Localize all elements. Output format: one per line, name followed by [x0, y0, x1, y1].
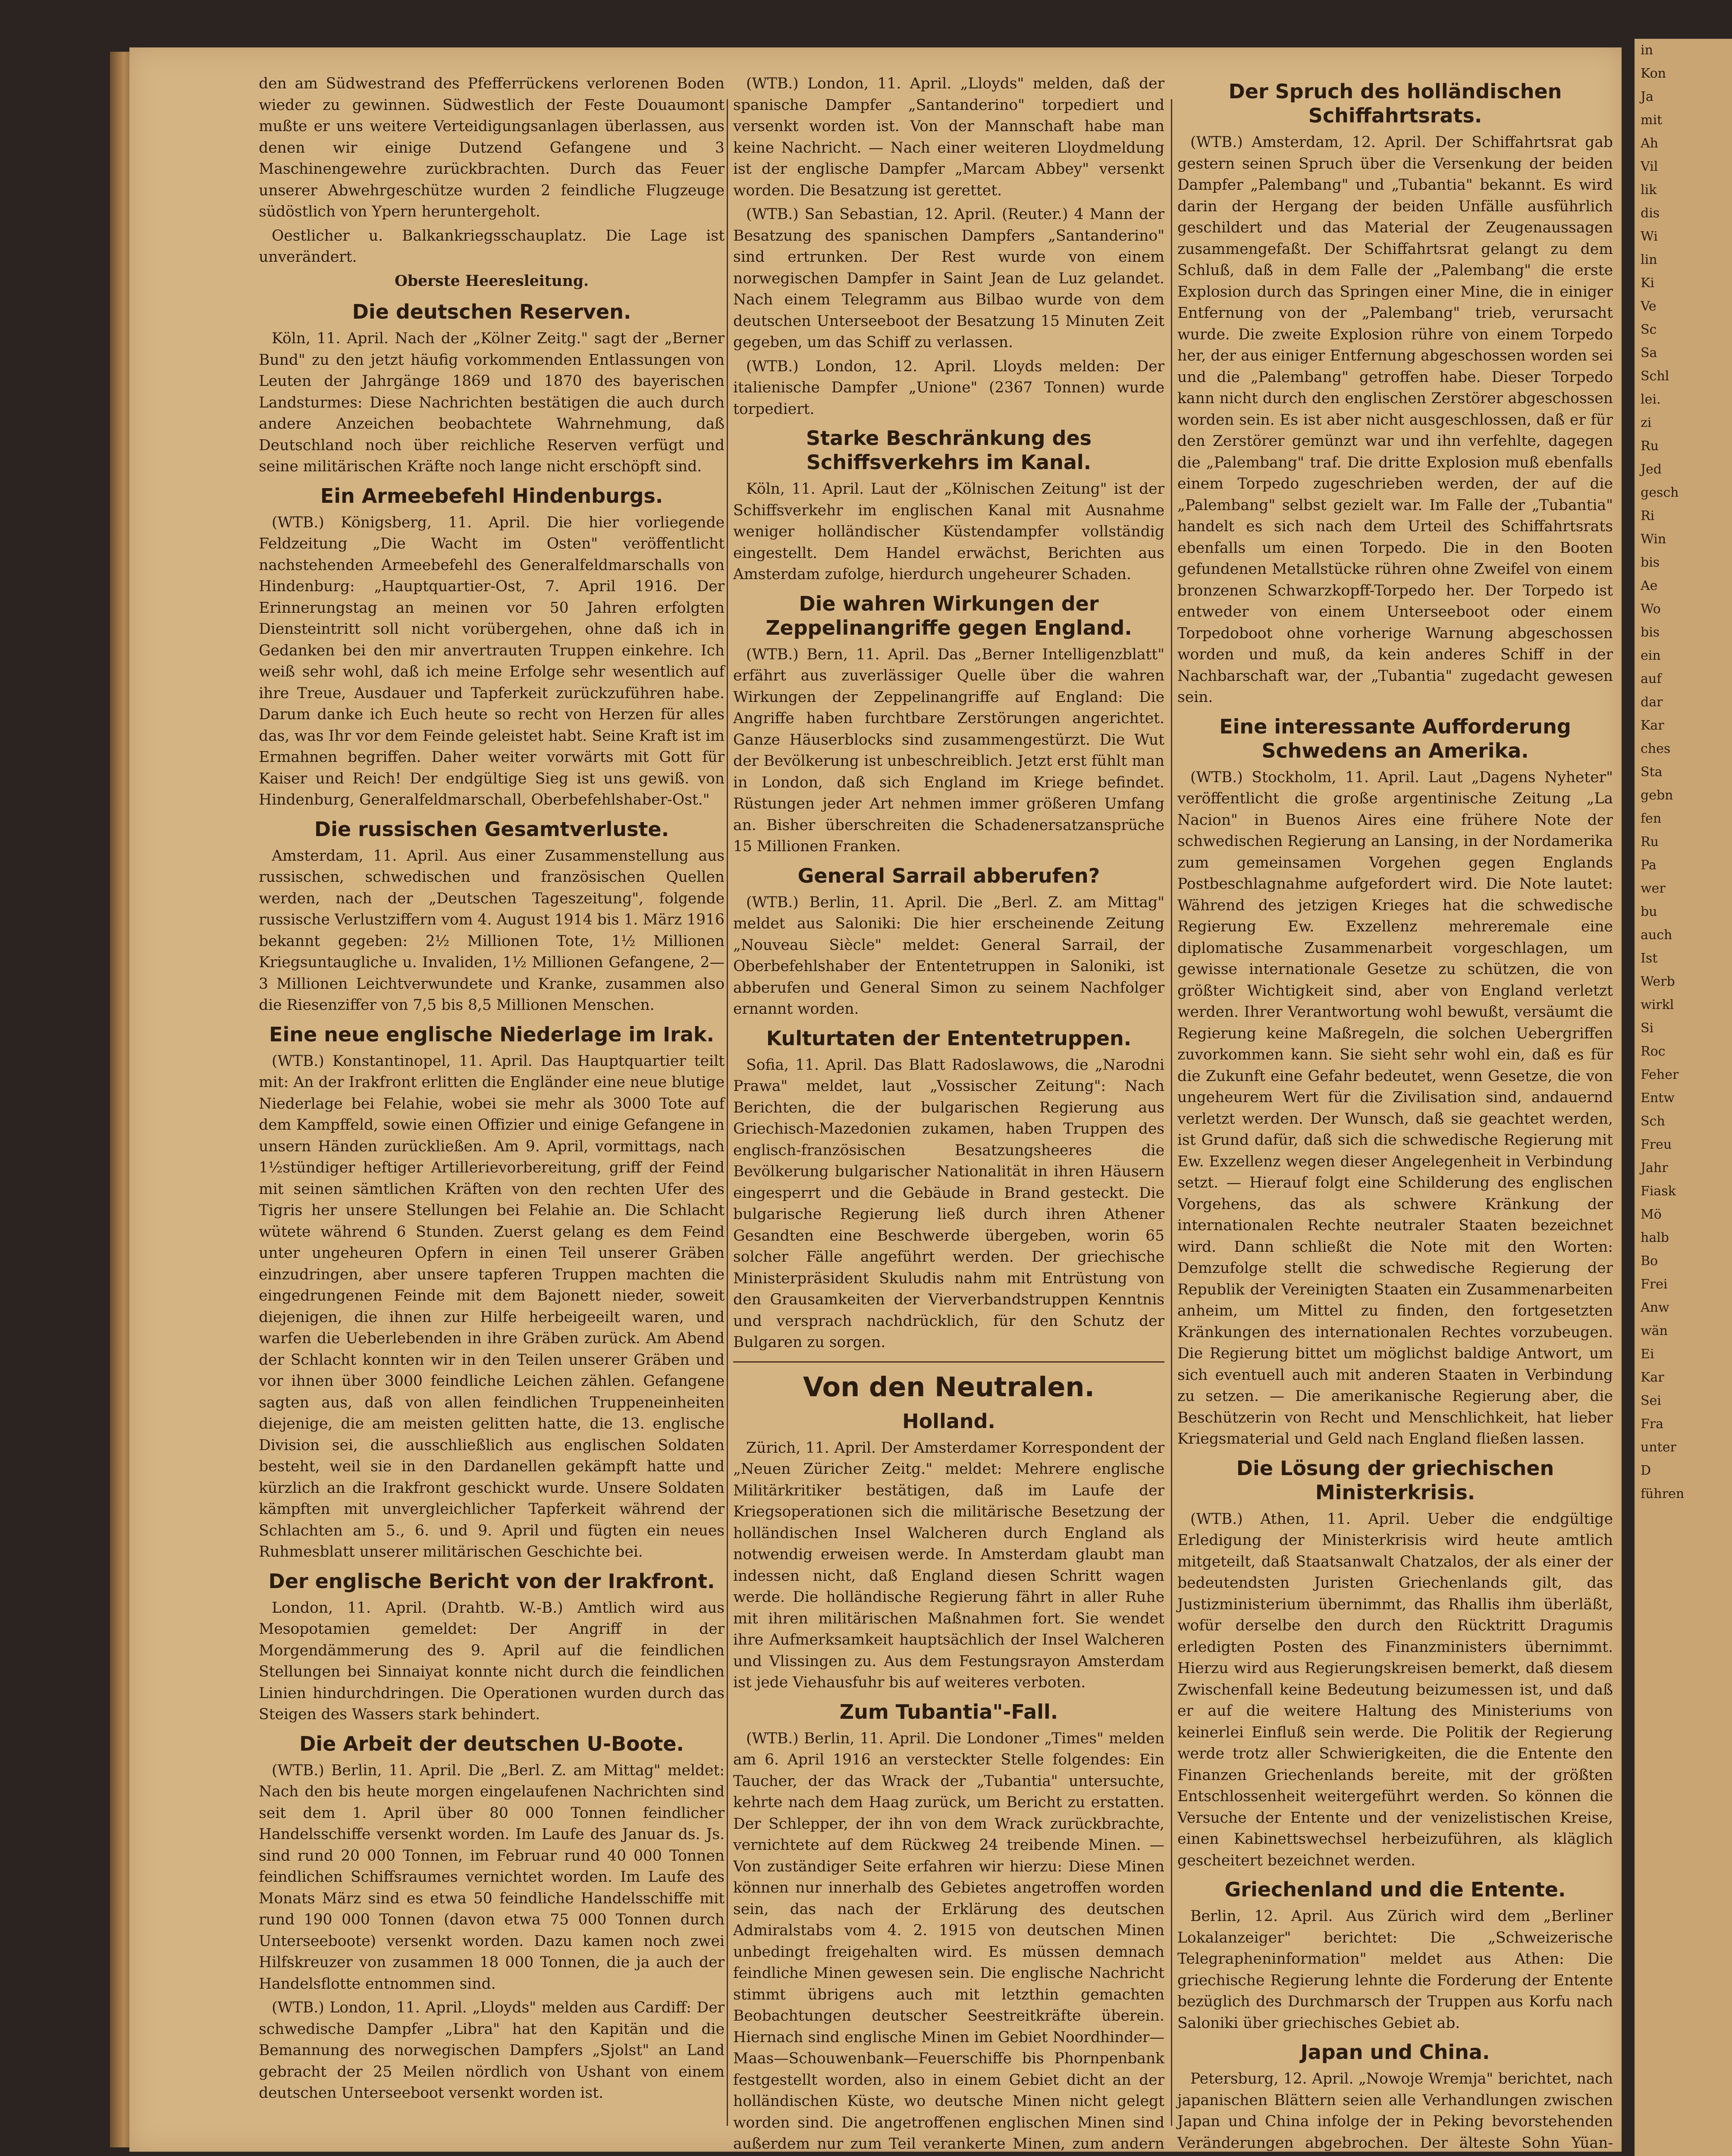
article-paragraph: (WTB.) London, 11. April. „Lloyds" melden, daß der spanische Dampfer „Santanderino" torpediert und versenkt worden ist. Von der Mannschaft habe man keine Nachricht. — Nach einer weiteren Lloydmeldung ist der englische Dampfer „Marcam Abbey" versenkt worden. Die Besatzung ist gerettet. — [733, 75, 1164, 199]
page-fragment-word: dar — [1641, 695, 1663, 710]
article-paragraph: (WTB.) Athen, 11. April. Ueber die endgültige Erledigung der Ministerkrisis wird heute amtlich mitgeteilt, daß Staatsanwalt Chatzalos, der als einer der bedeutendsten Juristen Griechenlands gilt, das Justizministerium übernimmt, das Rhallis ihm überläßt, wofür derselbe den durch den Rücktritt Dragumis erledigten Posten des Finanzministers übernimmt. Hierzu wird aus Regierungskreisen bemerkt, daß diesem Zwischenfall keine Bedeutung beizumessen ist, und daß er auf die weitere Haltung des Ministeriums von keinerlei Einfluß sein werde. Die Politik der Regierung werde trotz aller Schwierigkeiten, die die Entente den Finanzen Griechenlands bereite, mit der größten Entschlossenheit weitergeführt werden. So können die Versuche der Entente und der venizelistischen Kreise, einen Kabinettswechsel herbeizuführen, als kläglich gescheitert bezeichnet werden. — [1177, 1510, 1613, 1869]
article-paragraph: (WTB.) London, 11. April. „Lloyds" melden aus Cardiff: Der schwedische Dampfer „Libra" hat den Kapitän und die Bemannung des norwegischen Dampfers „Sjolst" an Land gebracht der 25 Meilen nördlich von Ushant von einem deutschen Unterseeboot versenkt worden ist. — [259, 1999, 725, 2102]
article-paragraph: Petersburg, 12. April. „Nowoje Wremja" berichtet, nach japanischen Blättern seien alle Verhandlungen zwischen Japan und China infolge der in Peking bevorstehenden Veränderungen abgebrochen. Der älteste Sohn Yüan- — [1177, 2070, 1613, 2152]
article-paragraph: Berlin, 12. April. Aus Zürich wird dem „Berliner Lokalanzeiger" berichtet: Die „Schweizerische Telegrapheninformation" meldet aus Athen: Die griechische Regierung lehnte die Forderung der Entente bezüglich des Durchmarsch der Truppen aus Korfu nach Saloniki über griechisches Gebiet ab. — [1177, 1908, 1613, 2032]
page-fragment-word: Kar — [1641, 1370, 1664, 1385]
signature: Oberste Heeresleitung. — [394, 272, 589, 290]
article-headline: Die wahren Wirkungen der Zeppelinangriffe gegen England. — [766, 592, 1132, 639]
page-fragment-word: Sch — [1641, 1114, 1665, 1129]
article-paragraph: den am Südwestrand des Pfefferrückens verlorenen Boden wieder zu gewinnen. Südwestlich der Feste Douaumont mußte er uns weitere Verteidigungsanlagen überlassen, aus denen wir einige Dutzend Gefangene und 3 Maschinengewehre zurückbrachten. Durch das Feuer unserer Abwehrgeschütze wurden 2 feindliche Flugzeuge südöstlich von Ypern heruntergeholt. — [259, 75, 725, 220]
article-paragraph: Amsterdam, 11. April. Aus einer Zusammenstellung aus russischen, schwedischen und französischen Quellen werden, nach der „Deutschen Tageszeitung", folgende russische Verlustziffern vom 4. August 1914 bis 1. März 1916 bekannt gegeben: 2½ Millionen Tote, 1½ Millionen Kriegsuntaugliche u. Invaliden, 1½ Millionen Gefangene, 2—3 Millionen Leichtverwundete und Kranke, zusammen also die Riesenziffer von 7,5 bis 8,5 Millionen Menschen. — [259, 847, 725, 1014]
page-fragment-word: Jahr — [1641, 1160, 1668, 1175]
page-fragment-word: lei. — [1641, 392, 1661, 407]
article-headline: Die deutschen Reserven. — [352, 300, 631, 323]
article-headline: Zum Tubantia"-Fall. — [839, 1700, 1058, 1724]
page-fragment-word: unter — [1641, 1440, 1676, 1455]
article-headline: Der englische Bericht von der Irakfront. — [268, 1569, 715, 1593]
page-fragment-word: gebn — [1641, 788, 1673, 803]
column-rule — [727, 99, 728, 2126]
page-fragment-word: Sc — [1641, 322, 1657, 337]
page-fragment-word: zi — [1641, 415, 1652, 430]
page-fragment-word: wirkl — [1641, 997, 1674, 1012]
column-2 — [733, 73, 1164, 2156]
newspaper-page — [129, 47, 1622, 2152]
page-fragment-word: Sa — [1641, 345, 1657, 360]
page-fragment-word: Sei — [1641, 1393, 1661, 1408]
page-fragment-word: wän — [1641, 1323, 1668, 1338]
article-headline: Starke Beschränkung des Schiffsverkehrs im Kanal. — [806, 426, 1092, 474]
page-fragment-word: Fra — [1641, 1416, 1664, 1432]
article-headline: Kulturtaten der Ententetruppen. — [766, 1026, 1132, 1050]
article-paragraph: (WTB.) Bern, 11. April. Das „Berner Intelligenzblatt" erfährt aus zuverlässiger Quelle über die wahren Wirkungen der Zeppelinangriffe auf England: Die Angriffe haben furchtbare Zerstörungen angerichtet. Ganze Häuserblocks sind zusammengestürzt. Die Wut der Bevölkerung ist unbeschreiblich. Jetzt erst fühlt man in London, daß sich England im Kriege befindet. Rüstungen jeder Art nehmen immer größeren Umfang an. Bisher überschreiten die Schadenersatzansprüche 15 Millionen Franken. — [733, 646, 1164, 855]
page-fragment-word: Pa — [1641, 858, 1657, 873]
page-fragment-word: Si — [1641, 1021, 1654, 1036]
page-fragment-word: Ae — [1641, 578, 1658, 593]
column-1 — [259, 73, 725, 2107]
page-fragment-word: Vil — [1641, 159, 1658, 174]
page-fragment-word: Anw — [1641, 1300, 1669, 1315]
page-fragment-word: ches — [1641, 741, 1671, 756]
page-fragment-word: Ki — [1641, 276, 1655, 291]
page-fragment-word: fen — [1641, 811, 1662, 826]
article-headline: Die Arbeit der deutschen U-Boote. — [299, 1732, 684, 1755]
section-headline: Von den Neutralen. — [803, 1371, 1095, 1403]
page-fragment-word: bis — [1641, 555, 1660, 570]
page-fragment-word: auf — [1641, 671, 1662, 686]
page-fragment-word: Werb — [1641, 974, 1675, 989]
article-paragraph: (WTB.) Amsterdam, 12. April. Der Schiffahrtsrat gab gestern seinen Spruch über die Versenkung der beiden Dampfer „Palembang" und „Tubantia" bekannt. Es wird darin der Hergang der beiden Unfälle ausführlich geschildert und das Material der Zeugenaussagen zusammengefaßt. Der Schiffahrtsrat gelangt zu dem Schluß, daß in dem Falle der „Palembang" die erste Explosion durch das Springen einer Mine, die in einiger Entfernung von der „Palembang" trieb, verursacht wurde. Die zweite Explosion rühre von einem Torpedo her, der aus einiger Entfernung abgeschossen worden sei und die „Palembang" getroffen habe. Dieser Torpedo kann nicht durch den englischen Zerstörer abgeschossen worden sein. Es ist aber nicht ausgeschlossen, daß er für den Zerstörer gemünzt war und ihn verfehlte, dagegen die „Palembang" traf. Die dritte Explosion muß ebenfalls einem Torpedo zugeschrieben werden, der auf die „Palembang" selbst gezielt war. Im Falle der „Tubantia" handelt es sich nach dem Urteil des Schiffahrtsrats ebenfalls um einen Torpedo. Die in den Booten gefundenen Metallstücke rühren ohne Zweifel von einem bronzenen Schwarzkopff-Torpedo her. Der Torpedo ist entweder von einem Unterseeboot oder einem Torpedoboot ohne vorherige Warnung abgeschossen worden und muß, da kein anderes Schiff in der Nachbarschaft war, der „Tubantia" zugedacht gewesen sein. — [1177, 134, 1613, 706]
article-paragraph: Köln, 11. April. Laut der „Kölnischen Zeitung" ist der Schiffsverkehr im englischen Kanal mit Ausnahme weniger holländischer Küstendampfer vollständig eingestellt. Dem Handel erwächst, Berichten aus Amsterdam zufolge, hierdurch ungeheurer Schaden. — [733, 480, 1164, 583]
page-fragment-word: Kar — [1641, 718, 1664, 733]
adjacent-page-fragment — [1635, 39, 1732, 2156]
page-fragment-word: Jed — [1641, 462, 1662, 477]
article-headline: Griechenland und die Entente. — [1224, 1878, 1566, 1901]
page-fragment-word: halb — [1641, 1230, 1669, 1245]
page-fragment-word: Ru — [1641, 439, 1659, 454]
page-fragment-word: Ve — [1641, 299, 1657, 314]
page-fragment-word: dis — [1641, 206, 1660, 221]
article-paragraph: (WTB.) Berlin, 11. April. Die Londoner „Times" melden am 6. April 1916 an versteckter Stelle folgendes: Ein Taucher, der das Wrack der „Tubantia" untersuchte, kehrte nach dem Haag zurück, um Bericht zu erstatten. Der Schlepper, der ihn von dem Wrack zurückbrachte, vernichtete auf dem Rückweg 24 treibende Minen. — Von zuständiger Seite erfahren wir hierzu: Diese Minen können nur innerhalb des Gebietes angetroffen worden sein, das nach der Erklärung des deutschen Admiralstabs vom 4. 2. 1915 von deutschen Minen unbedingt freigehalten wird. Es müssen demnach feindliche Minen gewesen sein. Die englische Nachricht stimmt übrigens auch mit letzthin gemachten Beobachtungen deutscher Seestreitkräfte überein. Hiernach sind englische Minen im Gebiet Noordhinder—Maas—Schouwenbank—Feuerschiffe bis Phornpenbank festgestellt worden, also in einem Gebiet dicht an der holländischen Küste, wo deutsche Minen nicht gelegt worden sind. Die angetroffenen englischen Minen sind außerdem nur zum Teil verankerte Minen, zum andern — [733, 1730, 1164, 2153]
article-headline: Holland. — [902, 1409, 995, 1433]
article-paragraph: London, 11. April. (Drahtb. W.-B.) Amtlich wird aus Mesopotamien gemeldet: Der Angriff in der Morgendämmerung des 9. April auf die feindlichen Stellungen bei Sinnaiyat konnte nicht durch die feindlichen Linien hindurchdringen. Die Operationen wurden durch das Steigen des Wassers stark behindert. — [259, 1599, 725, 1723]
page-fragment-word: Entw — [1641, 1091, 1675, 1106]
column-3 — [1177, 73, 1613, 2156]
page-fragment-word: Ri — [1641, 508, 1655, 523]
page-fragment-word: Ist — [1641, 951, 1658, 966]
article-headline: Japan und China. — [1300, 2040, 1490, 2064]
article-headline: Die Lösung der griechischen Ministerkrisis. — [1236, 1456, 1554, 1504]
article-paragraph: Köln, 11. April. Nach der „Kölner Zeitg." sagt der „Berner Bund" zu den jetzt häufig vorkommenden Entlassungen von Leuten der Jahrgänge 1869 und 1870 des bayerischen Landsturmes: Diese Nachrichten bestätigen die auch durch andere Anzeichen beobachtete Wahrnehmung, daß Deutschland noch über reichliche Reserven verfügt und seine militärischen Kräfte noch lange nicht erschöpft sind. — [259, 330, 725, 475]
page-fragment-word: D — [1641, 1463, 1651, 1478]
article-headline: Der Spruch des holländischen Schiffahrtsrats. — [1228, 80, 1562, 127]
page-fragment-word: Mö — [1641, 1207, 1662, 1222]
page-fragment-word: führen — [1641, 1486, 1685, 1501]
page-fragment-word: Ei — [1641, 1347, 1654, 1362]
page-fragment-word: Frei — [1641, 1277, 1668, 1292]
page-fragment-word: Wi — [1641, 229, 1658, 244]
article-paragraph: (WTB.) Berlin, 11. April. Die „Berl. Z. am Mittag" meldet: Nach den bis heute morgen eingelaufenen Nachrichten sind seit dem 1. April über 80 000 Tonnen feindlicher Handelsschiffe versenkt worden. Im Laufe des Januar ds. Js. sind rund 20 000 Tonnen, im Februar rund 40 000 Tonnen feindlichen Schiffsraumes vernichtet worden. Im Laufe des Monats März sind es etwa 50 feindliche Handelsschiffe mit rund 190 000 Tonnen (davon etwa 75 000 Tonnen durch Unterseeboote) versenkt worden. Dazu kamen noch zwei Hilfskreuzer von zusammen 18 000 Tonnen, die ja auch der Handelsflotte entnommen sind. — [259, 1761, 725, 1993]
article-headline: General Sarrail abberufen? — [797, 864, 1100, 887]
page-fragment-word: Win — [1641, 532, 1666, 547]
page-fragment-word: Ru — [1641, 834, 1659, 849]
page-fragment-word: bu — [1641, 904, 1657, 919]
page-fragment-word: Sta — [1641, 765, 1663, 780]
article-paragraph: (WTB.) San Sebastian, 12. April. (Reuter.) 4 Mann der Besatzung des spanischen Dampfers „Santanderino" sind ertrunken. Der Rest wurde von einem norwegischen Dampfer in Saint Jean de Luz gelandet. Nach einem Telegramm aus Bilbao wurde von dem deutschen Unterseeboot der Besatzung 15 Minuten Zeit gegeben, um das Schiff zu verlassen. — [733, 206, 1164, 351]
page-fragment-word: Wo — [1641, 602, 1661, 617]
article-paragraph: (WTB.) Konstantinopel, 11. April. Das Hauptquartier teilt mit: An der Irakfront erlitten die Engländer eine neue blutige Niederlage bei Felahie, wobei sie mehr als 3000 Tote auf dem Kampffeld, sowie einen Offizier und einige Gefangene in unsern Händen zurückließen. Am 9. April, vormittags, nach 1½stündiger heftiger Artillerievorbereitung, griff der Feind mit seinen sämtlichen Kräften von den rechten Ufer des Tigris her unsere Stellungen bei Felahie an. Die Schlacht wütete während 6 Stunden. Zuerst gelang es dem Feind unter ungeheuren Opfern in einen Teil unserer Gräben einzudringen, aber unsere tapferen Truppen machten die eingedrungenen Feinde mit dem Bajonett nieder, soweit diejenigen, die ihnen zur Hilfe herbeigeeilt waren, und warfen die Ueberlebenden in ihre Gräben zurück. Am Abend der Schlacht konnten wir in den Teilen unserer Gräben und vor ihnen über 3000 feindliche Leichen zählen. Gefangene sagten aus, daß von allen feindlichen Truppeneinheiten diejenige, die am meisten gelitten hatte, die 13. englische Division sei, die ausschließlich aus englischen Soldaten besteht, weil sie in den Dardanellen gekämpft hatte und kürzlich an die Irakfront geschickt wurde. Unsere Soldaten kämpften mit unvergleichlicher Tapferkeit während der Schlachten am 5., 6. und 9. April und fügten ein neues Ruhmesblatt unserer militärischen Geschichte bei. — [259, 1052, 725, 1561]
article-paragraph: (WTB.) Königsberg, 11. April. Die hier vorliegende Feldzeitung „Die Wacht im Osten" veröffentlicht nachstehenden Armeebefehl des Generalfeldmarschalls von Hindenburg: „Hauptquartier-Ost, 7. April 1916. Der Erinnerungstag an meinen vor 50 Jahren erfolgten Diensteintritt soll nicht vorübergehen, ohne daß ich in Gedanken bei den mir anvertrauten Truppen einkehre. Ich weiß sehr wohl, daß ich meine Erfolge sehr wesentlich auf ihre Treue, Ausdauer und Tapferkeit zurückzuführen habe. Darum danke ich Euch heute so recht von Herzen für alles das, was Ihr vor dem Feinde geleistet habt. Seine Kraft ist im Ermahnen begriffen. Daher weiter vorwärts mit Gott für Kaiser und Reich! Der endgültige Sieg ist uns gewiß. von Hindenburg, Generalfeldmarschall, Oberbefehlshaber-Ost." — [259, 514, 725, 808]
column-rule — [1171, 99, 1172, 2126]
page-fragment-word: ein — [1641, 648, 1661, 663]
page-fragment-word: lik — [1641, 182, 1657, 197]
article-paragraph: (WTB.) Berlin, 11. April. Die „Berl. Z. am Mittag" meldet aus Saloniki: Die hier erscheinende Zeitung „Nouveau Siècle" meldet: General Sarrail, der Oberbefehlshaber der Ententetruppen in Saloniki, ist abberufen und General Simon zu seinem Nachfolger ernannt worden. — [733, 893, 1164, 1018]
page-fragment-word: Schl — [1641, 369, 1669, 384]
article-paragraph: Oestlicher u. Balkankriegsschauplatz. Die Lage ist unverändert. — [259, 227, 725, 266]
page-fragment-word: Kon — [1641, 66, 1666, 81]
page-fragment-word: auch — [1641, 928, 1672, 943]
page-fragment-word: Feher — [1641, 1067, 1679, 1082]
page-fragment-word: Ja — [1641, 89, 1654, 104]
article-headline: Ein Armeebefehl Hindenburgs. — [320, 484, 663, 508]
page-fragment-word: wer — [1641, 881, 1666, 896]
article-headline: Eine neue englische Niederlage im Irak. — [269, 1022, 714, 1046]
page-fragment-word: Roc — [1641, 1044, 1666, 1059]
page-fragment-word: bis — [1641, 625, 1660, 640]
article-paragraph: Sofia, 11. April. Das Blatt Radoslawows, die „Narodni Prawa" meldet, laut „Vossischer Zeitung": Nach Berichten, die der bulgarischen Regierung aus Griechisch-Mazedonien zukamen, haben Truppen des englisch-französischen Besatzungsheeres die Bevölkerung bulgarischer Nationalität in ihren Häusern eingesperrt und die Gebäude in Brand gesteckt. Die bulgarische Regierung ließ durch ihren Athener Gesandten eine Beschwerde übergeben, worin 65 solcher Fälle angeführt werden. Der griechische Ministerpräsident Skuludis nahm mit Entrüstung von den Grausamkeiten der Vierverbandstruppen Kenntnis und versprach nachdrücklich, für den Schutz der Bulgaren zu sorgen. — [733, 1056, 1164, 1351]
page-fragment-word: lin — [1641, 252, 1657, 267]
page-fragment-word: Ah — [1641, 136, 1658, 151]
article-headline: Eine interessante Aufforderung Schwedens an Amerika. — [1219, 714, 1571, 762]
page-fragment-word: Fiask — [1641, 1184, 1676, 1199]
article-paragraph: Zürich, 11. April. Der Amsterdamer Korrespondent der „Neuen Züricher Zeitg." meldet: Mehrere englische Militärkritiker bestätigen, daß im Laufe der Kriegsoperationen sich die militärische Besetzung der holländischen Insel Walcheren durch England als notwendig erweisen werde. In Amsterdam glaubt man indessen nicht, daß England diesen Schritt wagen werde. Die holländische Regierung fährt in aller Ruhe mit ihren militärischen Maßnahmen fort. Sie wendet ihre Aufmerksamkeit hauptsächlich der Insel Walcheren und Vlissingen zu. Aus dem Festungsrayon Amsterdam ist jede Viehausfuhr bis auf weiteres verboten. — [733, 1439, 1164, 1691]
page-fragment-word: gesch — [1641, 485, 1679, 500]
page-fragment-word: Bo — [1641, 1253, 1658, 1269]
section-rule — [733, 1361, 1164, 1363]
page-fragment-word: in — [1641, 43, 1653, 58]
article-paragraph: (WTB.) Stockholm, 11. April. Laut „Dagens Nyheter" veröffentlicht die große argentinische Zeitung „La Nacion" in Buenos Aires eine frühere Note der schwedischen Regierung an Lansing, in der Nordamerika zum gemeinsamen Vorgehen gegen Englands Postbeschlagnahme aufgefordert wird. Die Note lautet: Während des jetzigen Krieges hat die schwedische Regierung Ew. Exzellenz mehreremale eine diplomatische Zusammenarbeit vorgeschlagen, um gewisse internationale Gesetze zu schützen, die von größter Wichtigkeit sind, aber von England verletzt werden. Ihrer Verantwortung wohl bewußt, versäumt die Regierung keine Maßregeln, die solchen Uebergriffen zuvorkommen kann. Sie sieht sehr wohl ein, daß es für die Zukunft eine Gefahr bedeutet, wenn Gesetze, die von ungeheurem Wert für die Zivilisation sind, andauernd verletzt werden. Der Wunsch, daß sie geachtet werden, ist Grund dafür, daß sich die schwedische Regierung mit Ew. Exzellenz wegen dieser Angelegenheit in Verbindung setzt. — Hierauf folgt eine Schilderung des englischen Vorgehens, das als schwere Kränkung der internationalen Rechte neutraler Staaten bezeichnet wird. Dann schließt die Note mit den Worten: Demzufolge stellt die schwedische Regierung der Republik der Vereinigten Staaten ein Zusammenarbeiten anheim, um Mittel zu finden, den fortgesetzten Kränkungen des internationalen Rechtes vorzubeugen. Die Regierung bittet um möglichst baldige Antwort, um sich eventuell auch mit anderen Staaten in Verbindung zu setzen. — Die amerikanische Regierung aber, die Beschützerin von Recht und Menschlichkeit, hat lieber Kriegsmaterial und Geld nach England fließen lassen. — [1177, 768, 1613, 1448]
page-fragment-word: mit — [1641, 113, 1663, 128]
article-headline: Die russischen Gesamtverluste. — [314, 817, 669, 841]
article-paragraph: (WTB.) London, 12. April. Lloyds melden: Der italienische Dampfer „Unione" (2367 Tonnen) wurde torpediert. — [733, 357, 1164, 418]
page-fragment-word: Freu — [1641, 1137, 1672, 1152]
